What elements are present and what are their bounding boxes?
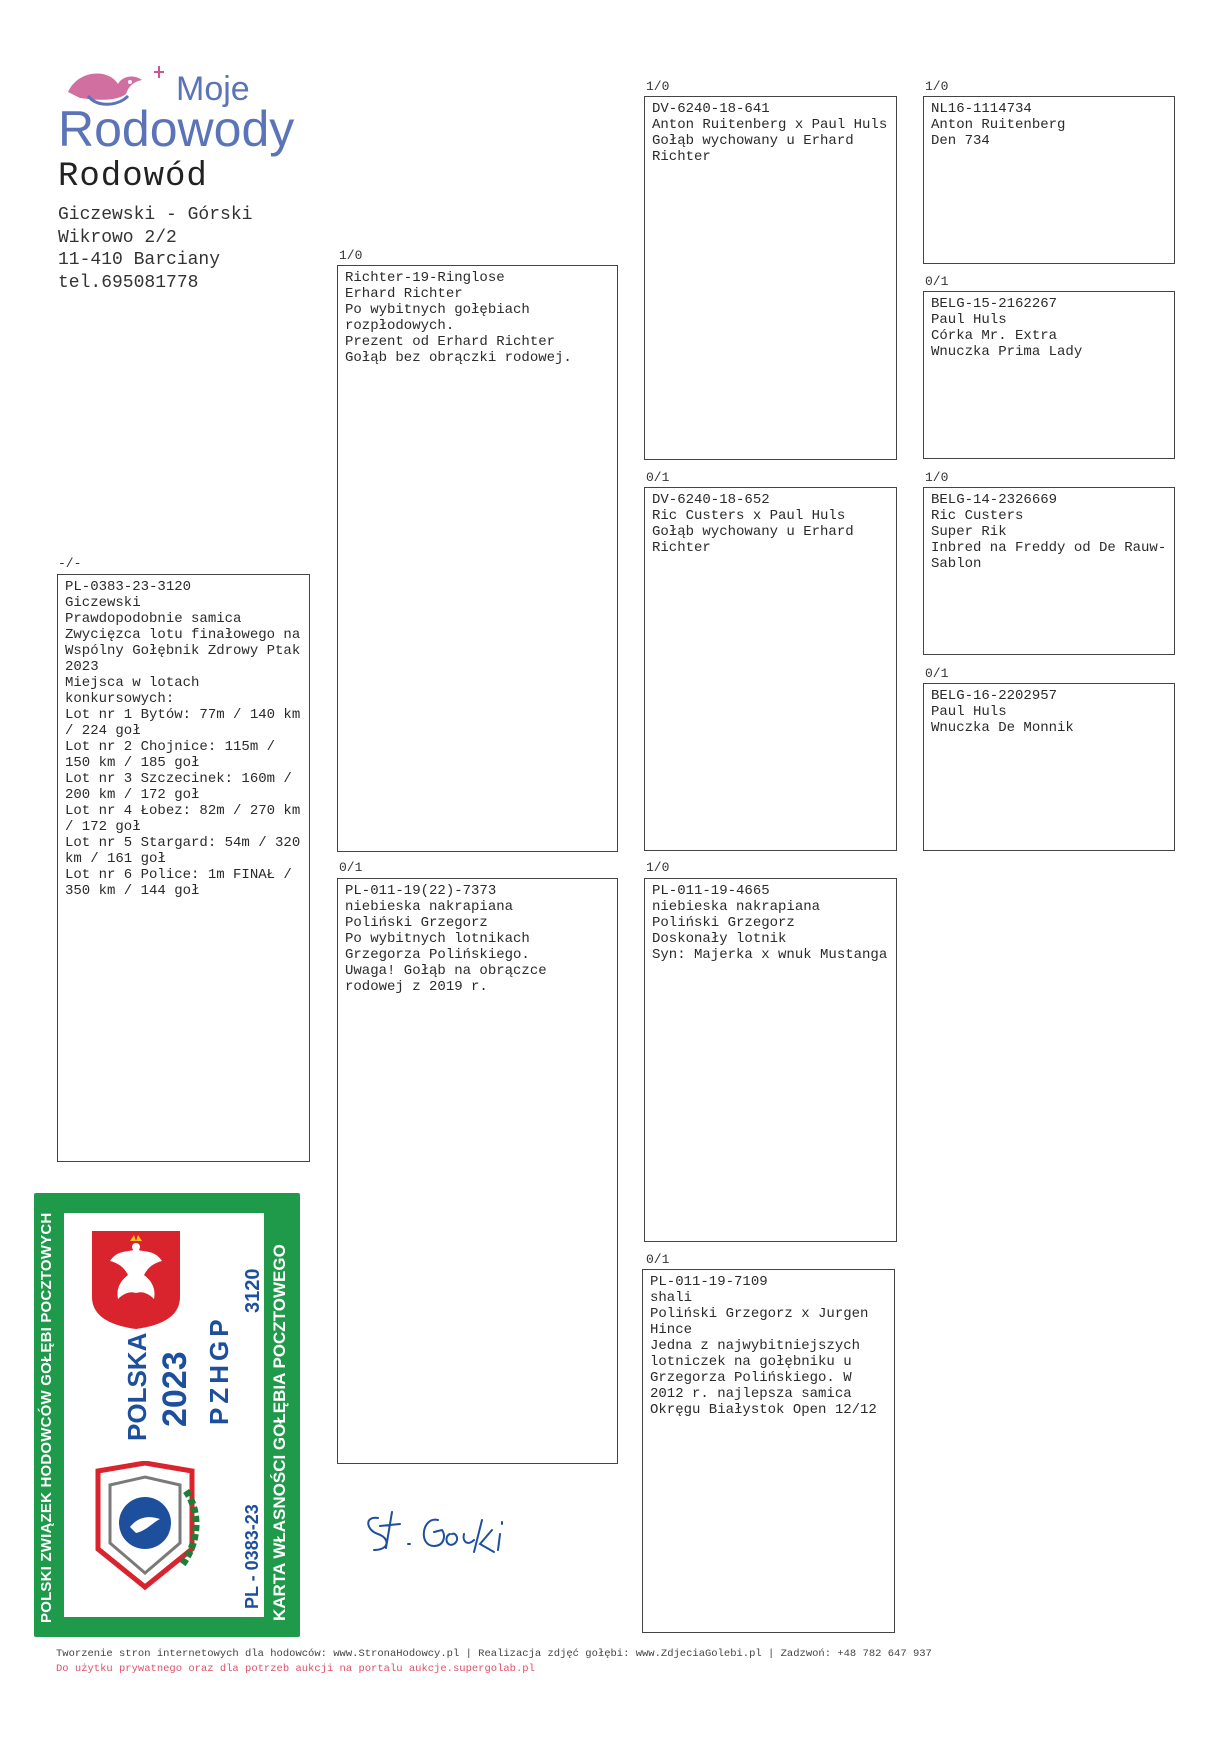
fmm-ratio: 0/1 [925,666,949,681]
owner-info [58,204,252,294]
father-ratio: 1/0 [339,248,363,263]
pedigree-line: Poliński Grzegorz [345,915,488,931]
ff-ratio: 1/0 [646,79,670,94]
pedigree-line: Ric Custers x Paul Huls [652,508,846,524]
mm-box [642,1269,895,1633]
card-inner-panel [64,1213,264,1617]
pedigree-line: Lot nr 5 Stargard: 54m / 320 km / 161 goł [65,835,309,867]
pedigree-line: Poliński Grzegorz x Jurgen Hince [650,1306,877,1338]
pedigree-line: Paul Huls [931,312,1007,328]
subject-ratio: -/- [58,556,82,571]
fmm-box [923,683,1175,851]
ffm-box [923,291,1175,459]
pedigree-line: Ric Custers [931,508,1024,524]
pedigree-line: Anton Ruitenberg x Paul Huls [652,117,888,133]
moje-rodowody-logo [58,62,338,170]
pedigree-line: Lot nr 4 Łobez: 82m / 270 km / 172 goł [65,803,309,835]
logo-text-moje: Moje [176,70,250,108]
card-country: POLSKA [122,1332,152,1441]
ff-box [644,96,897,460]
card-ring: PL - 0383-23 [242,1504,262,1609]
card-org: PZHGP [204,1315,234,1425]
logo-text-rodowody: Rodowody [58,101,295,157]
mf-box [644,878,897,1242]
handwritten-signature [360,1490,550,1570]
ring-number: Richter-19-Ringlose [345,270,505,286]
fmf-ratio: 1/0 [925,470,949,485]
pedigree-line: Paul Huls [931,704,1007,720]
card-year: 2023 [156,1351,194,1427]
pedigree-line: Poliński Grzegorz [652,915,795,931]
pedigree-line: Zwycięzca lotu finałowego na Wspólny Gołębnik Zdrowy Ptak 2023 [65,627,309,675]
mother-ratio: 0/1 [339,860,363,875]
polish-eagle-emblem-icon [88,1227,184,1331]
pedigree-line: Córka Mr. Extra [931,328,1058,344]
fm-ratio: 0/1 [646,470,670,485]
mm-ratio: 0/1 [646,1252,670,1267]
pzhgp-badge-icon [90,1461,200,1591]
mf-ratio: 1/0 [646,860,670,875]
ring-number: DV-6240-18-652 [652,492,770,508]
pedigree-line: Syn: Majerka x wnuk Mustanga [652,947,888,963]
pedigree-line: Lot nr 1 Bytów: 77m / 140 km / 224 goł [65,707,309,739]
owner-phone: tel.695081778 [58,272,199,293]
pedigree-line: Giczewski [65,595,141,611]
pedigree-line: Lot nr 3 Szczecinek: 160m / 200 km / 172 goł [65,771,301,803]
pigeon-logo-icon [58,62,338,170]
pedigree-line: Wnuczka De Monnik [931,720,1074,736]
ring-number: PL-011-19-4665 [652,883,770,899]
ring-number: PL-011-19-7109 [650,1274,768,1290]
pedigree-line: Inbred na Freddy od De Rauw-Sablon [931,540,1167,572]
fmf-box [923,487,1175,655]
ownership-card [34,1193,300,1637]
pedigree-line: Po wybitnych gołębiach rozpłodowych. [345,302,539,334]
pedigree-line: Miejsca w lotach konkursowych: [65,675,208,707]
pedigree-line: Anton Ruitenberg [931,117,1066,133]
owner-name: Giczewski - Górski [58,205,253,225]
page-title: Rodowód [58,158,208,196]
owner-address-city: 11-410 Barciany [58,250,221,270]
pedigree-line: Gołąb wychowany u Erhard Richter [652,133,863,165]
ring-number: BELG-14-2326669 [931,492,1058,508]
pedigree-line: Super Rik [931,524,1007,540]
pedigree-line: Prawdopodobnie samica [65,611,242,627]
pedigree-line: Prezent od Erhard Richter [345,334,556,350]
pedigree-line: Po wybitnych lotnikach Grzegorza Polińskiego. [345,931,539,963]
ring-number: BELG-15-2162267 [931,296,1058,312]
pedigree-line: Lot nr 6 Police: 1m FINAŁ / 350 km / 144 goł [65,867,301,899]
footer-credits: Tworzenie stron internetowych dla hodowców: www.StronaHodowcy.pl | Realizacja zdjęć gołębi: www.ZdjeciaGolebi.pl | Zadzwoń: +48 782 647 937 [56,1648,932,1660]
card-union-name: POLSKI ZWIĄZEK HODOWCÓW GOŁĘBI POCZTOWYCH [38,1212,55,1623]
card-number: 3120 [242,1268,264,1313]
ring-number: NL16-1114734 [931,101,1032,117]
father-box [337,265,618,852]
footer-usage-note: Do użytku prywatnego oraz dla potrzeb aukcji na portalu aukcje.supergolab.pl [56,1663,535,1675]
pedigree-line: Gołąb bez obrączki rodowej. [345,350,572,366]
pedigree-line: niebieska nakrapiana [345,899,514,915]
ring-number: BELG-16-2202957 [931,688,1058,704]
pedigree-line: Doskonały lotnik [652,931,787,947]
pedigree-line: Uwaga! Gołąb na obrączce rodowej z 2019 r. [345,963,556,995]
pedigree-line: shali [650,1290,693,1306]
pedigree-line: niebieska nakrapiana [652,899,821,915]
owner-address-street: Wikrowo 2/2 [58,227,177,248]
pedigree-line: Gołąb wychowany u Erhard Richter [652,524,863,556]
pedigree-line: Den 734 [931,133,990,149]
ffm-ratio: 0/1 [925,274,949,289]
subject-box [57,574,310,1162]
ring-number: PL-0383-23-3120 [65,579,192,595]
pedigree-line: Erhard Richter [345,286,463,302]
ring-number: PL-011-19(22)-7373 [345,883,497,899]
fm-box [644,487,897,851]
fff-box [923,96,1175,264]
ring-number: DV-6240-18-641 [652,101,770,117]
pedigree-line: Wnuczka Prima Lady [931,344,1083,360]
fff-ratio: 1/0 [925,79,949,94]
card-title: KARTA WŁASNOŚCI GOŁĘBIA POCZTOWEGO [270,1244,289,1621]
pedigree-line: Lot nr 2 Chojnice: 115m / 150 km / 185 goł [65,739,284,771]
pedigree-line: Jedna z najwybitniejszych lotniczek na gołębniku u Grzegorza Polińskiego. W 2012 r. najlepsza samica Okręgu Białystok Open 12/12 [650,1338,877,1418]
mother-box [337,878,618,1464]
